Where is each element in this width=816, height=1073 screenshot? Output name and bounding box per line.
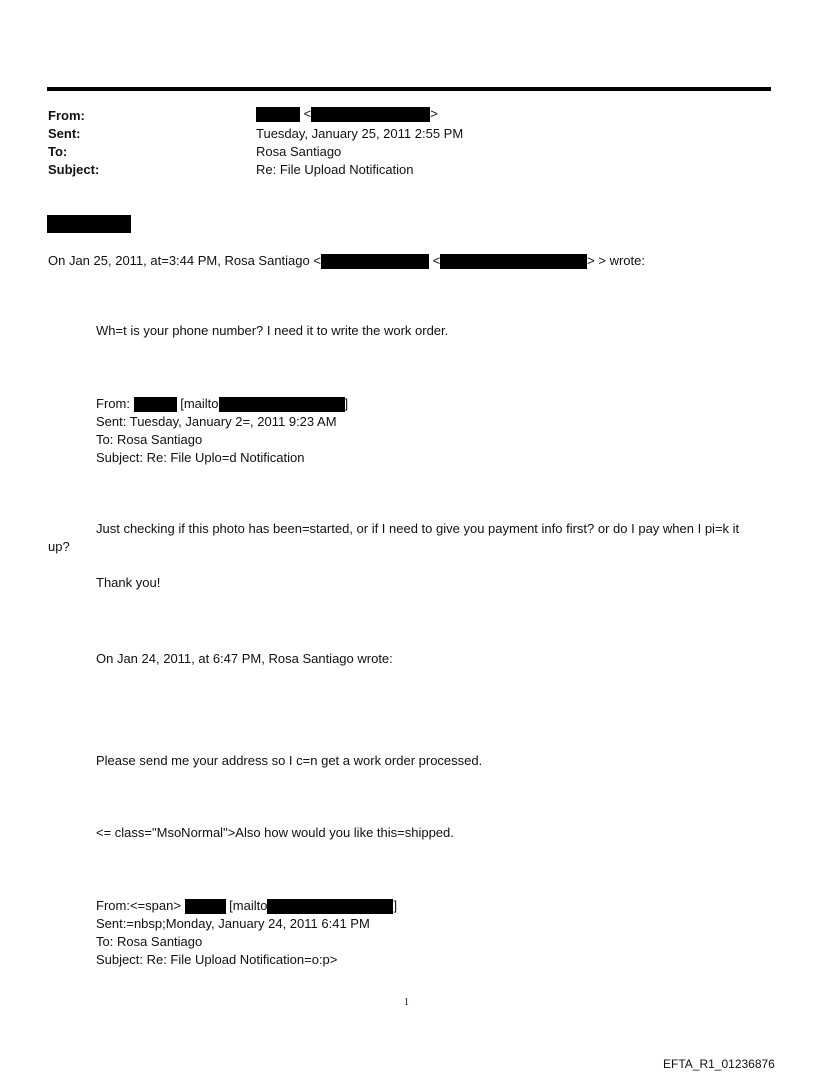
from-value [256,106,438,122]
redaction-box [440,254,587,269]
block3-sent: Sent:=nbsp;Monday, January 24, 2011 6:41 PM [96,916,370,931]
block2-subject: Subject: Re: File Uplo=d Notification [96,450,305,465]
thanks-line: Thank you! [96,575,161,590]
page-number: 1 [404,997,409,1008]
block2-sent: Sent: Tuesday, January 2=, 2011 9:23 AM [96,414,337,429]
redaction-box [311,107,430,122]
to-value: Rosa Santiago [256,144,342,159]
block2-to: To: Rosa Santiago [96,432,203,447]
from-gt: > [430,106,438,121]
redaction-box [47,215,131,233]
from-label: From: [48,108,85,123]
block3-close: ] [393,898,398,913]
redaction-box [185,899,226,914]
block3-from [96,897,397,915]
redaction-box [134,397,177,412]
subject-label: Subject: [48,162,100,177]
block3-to: To: Rosa Santiago [96,934,203,949]
document-id: EFTA_R1_01236876 [663,1057,775,1071]
quote-line-2: On Jan 24, 2011, at 6:47 PM, Rosa Santiago wrote: [96,651,393,666]
quote-mid: < [432,253,441,268]
paragraph-phone: Wh=t is your phone number? I need it to write the work order. [96,323,449,338]
block2-close: ] [344,396,349,411]
block2-mailto: [mailto [180,396,219,411]
block2-from-prefix: From: [96,396,130,411]
redaction-box [256,107,300,122]
block2-from [96,395,348,413]
sent-label: Sent: [48,126,81,141]
paragraph-address: Please send me your address so I c=n get a work order processed. [96,753,483,768]
quote-suffix: > > wrote: [587,253,645,268]
from-lt: < [303,106,312,121]
block3-subject: Subject: Re: File Upload Notification=o:p> [96,952,338,967]
quote-line-1 [48,253,645,269]
block3-mailto: [mailto [229,898,268,913]
subject-value: Re: File Upload Notification [256,162,414,177]
quote-prefix: On Jan 25, 2011, at=3:44 PM, Rosa Santiago < [48,253,321,268]
to-label: To: [48,144,68,159]
redaction-box [219,397,345,412]
sent-value: Tuesday, January 25, 2011 2:55 PM [256,126,464,141]
paragraph-checking-line2: up? [48,539,70,554]
paragraph-shipped: <= class="MsoNormal">Also how would you like this=shipped. [96,825,454,840]
paragraph-checking-line1: Just checking if this photo has been=started, or if I need to give you payment info first? or do I pay when I pi=k it [96,521,740,536]
header-rule [47,87,771,91]
redaction-box [267,899,393,914]
redaction-box [321,254,429,269]
block3-from-prefix: From:<=span> [96,898,181,913]
